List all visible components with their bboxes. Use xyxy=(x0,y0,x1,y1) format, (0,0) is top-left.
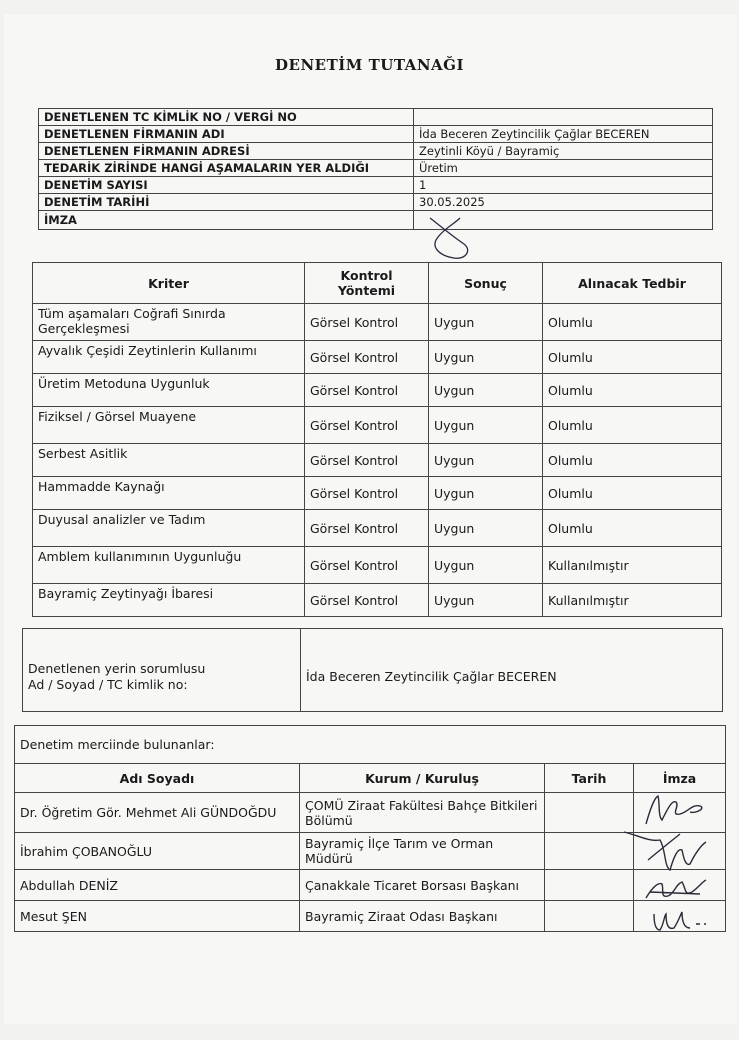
result: Uygun xyxy=(429,304,543,341)
attendee-org: ÇOMÜ Ziraat Fakültesi Bahçe Bitkileri Bölümü xyxy=(300,793,545,833)
result: Uygun xyxy=(429,444,543,477)
criteria-row xyxy=(33,407,722,444)
attendees-header-row xyxy=(15,764,726,793)
attendees-caption: Denetim merciinde bulunanlar: xyxy=(15,726,726,764)
control-method: Görsel Kontrol xyxy=(305,477,429,510)
result: Uygun xyxy=(429,547,543,584)
measure: Olumlu xyxy=(543,510,722,547)
criterion-name: Duyusal analizler ve Tadım xyxy=(33,510,305,547)
attendee-name: İbrahim ÇOBANOĞLU xyxy=(15,833,300,870)
measure: Olumlu xyxy=(543,304,722,341)
measure: Olumlu xyxy=(543,477,722,510)
info-row-date xyxy=(39,194,713,211)
attendee-date xyxy=(545,901,634,932)
criterion-name: Bayramiç Zeytinyağı İbaresi xyxy=(33,584,305,617)
info-row-tc xyxy=(39,109,713,126)
measure: Kullanılmıştır xyxy=(543,584,722,617)
info-row-firm-name xyxy=(39,126,713,143)
responsible-label-line2: Ad / Soyad / TC kimlik no: xyxy=(28,677,188,692)
criteria-row xyxy=(33,547,722,584)
responsible-label-line1: Denetlenen yerin sorumlusu xyxy=(28,661,206,676)
result: Uygun xyxy=(429,341,543,374)
header-adi-soyadi: Adı Soyadı xyxy=(15,764,300,793)
criteria-row xyxy=(33,374,722,407)
document-title: DENETİM TUTANAĞI xyxy=(275,56,464,74)
header-kontrol-yontemi: Kontrol Yöntemi xyxy=(305,263,429,304)
info-label: DENETLENEN FİRMANIN ADI xyxy=(39,126,414,143)
criteria-row xyxy=(33,584,722,617)
control-method: Görsel Kontrol xyxy=(305,510,429,547)
criteria-table xyxy=(32,262,722,617)
info-label: DENETİM TARİHİ xyxy=(39,194,414,211)
header-kriter: Kriter xyxy=(33,263,305,304)
attendee-name: Dr. Öğretim Gör. Mehmet Ali GÜNDOĞDU xyxy=(15,793,300,833)
measure: Olumlu xyxy=(543,341,722,374)
info-row-firm-address xyxy=(39,143,713,160)
control-method: Görsel Kontrol xyxy=(305,407,429,444)
attendee-row xyxy=(15,870,726,901)
result: Uygun xyxy=(429,407,543,444)
header-imza: İmza xyxy=(634,764,726,793)
criterion-name: Amblem kullanımının Uygunluğu xyxy=(33,547,305,584)
signature-4 xyxy=(650,906,710,936)
criterion-name: Üretim Metoduna Uygunluk xyxy=(33,374,305,407)
inspector-signature xyxy=(424,214,474,262)
info-label: DENETLENEN FİRMANIN ADRESİ xyxy=(39,143,414,160)
signature-1 xyxy=(640,790,710,830)
responsible-row xyxy=(23,629,723,712)
control-method: Görsel Kontrol xyxy=(305,444,429,477)
criteria-row xyxy=(33,304,722,341)
attendee-org: Bayramiç Ziraat Odası Başkanı xyxy=(300,901,545,932)
attendee-row xyxy=(15,833,726,870)
control-method: Görsel Kontrol xyxy=(305,584,429,617)
control-method: Görsel Kontrol xyxy=(305,547,429,584)
info-value xyxy=(414,109,713,126)
info-row-signature xyxy=(39,211,713,230)
signature-3 xyxy=(640,872,710,906)
info-value: İda Beceren Zeytincilik Çağlar BECEREN xyxy=(414,126,713,143)
info-label: DENETİM SAYISI xyxy=(39,177,414,194)
info-row-supply-chain xyxy=(39,160,713,177)
info-value: Üretim xyxy=(414,160,713,177)
control-method: Görsel Kontrol xyxy=(305,374,429,407)
result: Uygun xyxy=(429,374,543,407)
responsible-table xyxy=(22,628,723,712)
criterion-name: Tüm aşamaları Coğrafi Sınırda Gerçekleşmesi xyxy=(33,304,305,341)
measure: Kullanılmıştır xyxy=(543,547,722,584)
info-label: DENETLENEN TC KİMLİK NO / VERGİ NO xyxy=(39,109,414,126)
info-label: TEDARİK ZİRİNDE HANGİ AŞAMALARIN YER ALDIĞI xyxy=(39,160,414,177)
criteria-row xyxy=(33,477,722,510)
info-value: Zeytinli Köyü / Bayramiç xyxy=(414,143,713,160)
criterion-name: Hammadde Kaynağı xyxy=(33,477,305,510)
result: Uygun xyxy=(429,510,543,547)
control-method: Görsel Kontrol xyxy=(305,341,429,374)
info-value: 30.05.2025 xyxy=(414,194,713,211)
info-row-count xyxy=(39,177,713,194)
header-sonuc: Sonuç xyxy=(429,263,543,304)
info-value: 1 xyxy=(414,177,713,194)
attendee-org: Çanakkale Ticaret Borsası Başkanı xyxy=(300,870,545,901)
responsible-label xyxy=(23,629,301,712)
measure: Olumlu xyxy=(543,444,722,477)
result: Uygun xyxy=(429,584,543,617)
attendee-org: Bayramiç İlçe Tarım ve Orman Müdürü xyxy=(300,833,545,870)
attendee-row xyxy=(15,793,726,833)
header-alinacak-tedbir: Alınacak Tedbir xyxy=(543,263,722,304)
measure: Olumlu xyxy=(543,374,722,407)
header-tarih: Tarih xyxy=(545,764,634,793)
criteria-row xyxy=(33,444,722,477)
criteria-row xyxy=(33,341,722,374)
criterion-name: Serbest Asitlik xyxy=(33,444,305,477)
attendee-name: Mesut ŞEN xyxy=(15,901,300,932)
control-method: Görsel Kontrol xyxy=(305,304,429,341)
result: Uygun xyxy=(429,477,543,510)
attendees-caption-row xyxy=(15,726,726,764)
criterion-name: Ayvalık Çeşidi Zeytinlerin Kullanımı xyxy=(33,341,305,374)
attendee-name: Abdullah DENİZ xyxy=(15,870,300,901)
criterion-name: Fiziksel / Görsel Muayene xyxy=(33,407,305,444)
criteria-header-row xyxy=(33,263,722,304)
header-kurum: Kurum / Kuruluş xyxy=(300,764,545,793)
attendee-row xyxy=(15,901,726,932)
info-label: İMZA xyxy=(39,211,414,230)
signature-2 xyxy=(620,826,710,876)
inspection-info-table xyxy=(38,108,713,230)
criteria-row xyxy=(33,510,722,547)
responsible-value: İda Beceren Zeytincilik Çağlar BECEREN xyxy=(301,629,723,712)
measure: Olumlu xyxy=(543,407,722,444)
